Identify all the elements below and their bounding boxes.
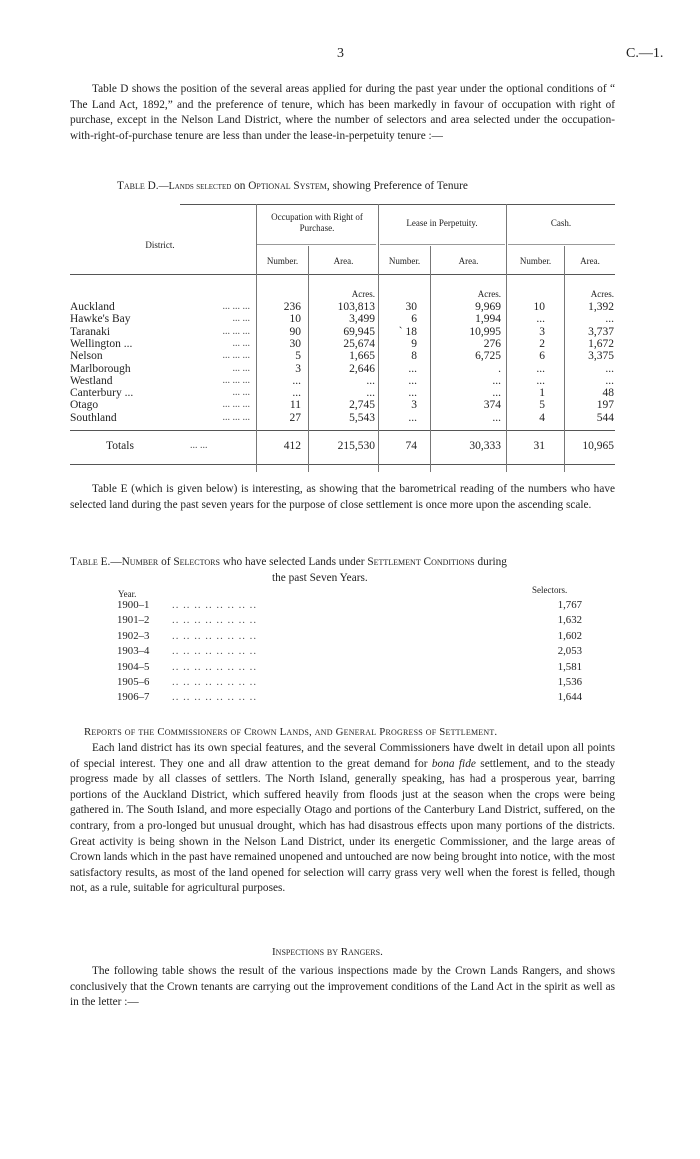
table-cell-lip-n: 9 bbox=[411, 337, 417, 350]
inspections-paragraph-text: The following table shows the result of the various inspections made by the Crown Lands Rangers, and shows conclusively that the Crown tenants are carrying out the improvement conditions of the Land Act in the spirit as well as in the letter :— bbox=[70, 965, 615, 1009]
table-cell-lip-a: 1,994 bbox=[475, 313, 501, 326]
table-cell-orp-n: ... bbox=[292, 374, 301, 387]
district-name: Marlborough bbox=[70, 362, 131, 375]
table-e-caption-part: Settlement Conditions bbox=[367, 556, 475, 568]
inspections-heading-text: Inspections by Rangers. bbox=[272, 946, 383, 958]
table-e bbox=[112, 599, 582, 707]
table-cell-orp-n: 11 bbox=[289, 399, 301, 412]
leader-dots: ... ... ... bbox=[222, 411, 250, 423]
district-name: Canterbury ... bbox=[70, 387, 134, 400]
table-d bbox=[70, 204, 615, 472]
table-cell-lip-a: 374 bbox=[483, 399, 501, 412]
intro-paragraph-text: Table D shows the position of the several areas applied for during the past year under the optional conditions of “ The Land Act, 1892,” and the preference of tenure, which has been markedly in favour of occupation with right of purchase, except in the Nelson Land District, where the number of selectors and area selected under the occupation-with-right-of-purchase tenure are less than under the lease-in-perpetuity tenure :— bbox=[70, 83, 615, 142]
leader-dots: .. .. .. .. .. .. .. .. bbox=[172, 645, 258, 658]
table-rule bbox=[508, 244, 615, 245]
leader-dots: ... ... bbox=[232, 362, 250, 374]
table-cell-orp-n: 30 bbox=[289, 337, 301, 350]
totals-cash-area: 10,965 bbox=[582, 440, 614, 452]
district-name: Taranaki bbox=[70, 325, 111, 338]
table-cell-orp-a: ... bbox=[366, 374, 375, 387]
table-cell-lip-n: ... bbox=[408, 411, 417, 424]
table-cell-orp-a: 2,745 bbox=[349, 399, 375, 412]
table-cell-cash-n: 4 bbox=[539, 411, 545, 424]
sub-header-area: Area. bbox=[333, 256, 354, 266]
selectors-cell: 1,602 bbox=[557, 629, 582, 642]
table-cell-orp-n: ... bbox=[292, 387, 301, 400]
table-cell-cash-n: 5 bbox=[539, 399, 545, 412]
table-row bbox=[112, 614, 582, 629]
table-e-caption bbox=[70, 556, 615, 568]
table-cell-cash-a: 3,375 bbox=[588, 350, 614, 363]
table-cell-cash-a: ... bbox=[605, 362, 614, 375]
table-cell-cash-a: ... bbox=[605, 374, 614, 387]
table-rule bbox=[70, 430, 615, 431]
year-cell: 1904–5 bbox=[117, 660, 150, 673]
leader-dots: .. .. .. .. .. .. .. .. bbox=[172, 599, 258, 611]
table-d-label: Table D. bbox=[117, 180, 159, 192]
table-cell-lip-n: 8 bbox=[411, 350, 417, 363]
year-header: Year. bbox=[118, 589, 137, 599]
leader-dots: .. .. .. .. .. .. .. .. bbox=[172, 675, 258, 688]
table-d-caption-on: on bbox=[231, 180, 249, 192]
table-row bbox=[112, 645, 582, 660]
totals-leader-dots: ... ... bbox=[190, 440, 208, 451]
table-cell-cash-a: 544 bbox=[596, 411, 614, 424]
units-label: Acres. bbox=[477, 289, 501, 299]
district-name: Otago bbox=[70, 399, 99, 412]
district-name: Nelson bbox=[70, 350, 103, 363]
table-cell-orp-a: ... bbox=[366, 387, 375, 400]
table-d-caption-system: Optional System, bbox=[248, 180, 330, 192]
table-cell-orp-a: 69,945 bbox=[343, 325, 375, 338]
table-cell-orp-n: 236 bbox=[283, 301, 301, 313]
table-cell-cash-a: 1,392 bbox=[588, 301, 614, 313]
table-cell-orp-a: 3,499 bbox=[349, 313, 375, 326]
leader-dots: ... ... bbox=[232, 313, 250, 325]
table-cell-orp-n: 3 bbox=[295, 362, 301, 375]
table-e-caption-line2: the past Seven Years. bbox=[272, 572, 368, 584]
totals-lip-number: 74 bbox=[405, 440, 417, 452]
table-cell-cash-a: ... bbox=[605, 313, 614, 326]
sub-header-number: Number. bbox=[388, 256, 421, 266]
intro-paragraph bbox=[70, 82, 615, 144]
table-cell-cash-a: 197 bbox=[596, 399, 614, 412]
reports-paragraph-text: Each land district has its own special features, and the several Commissioners have dwelt in detail upon all points of special interest. They one and all draw attention to the great demand for bbox=[70, 742, 615, 770]
table-cell-lip-a: ... bbox=[492, 411, 501, 424]
table-d-caption-rest: showing Preference of Tenure bbox=[329, 180, 468, 192]
year-cell: 1901–2 bbox=[117, 614, 150, 627]
units-label: Acres. bbox=[590, 289, 614, 299]
leader-dots: ... ... ... bbox=[222, 374, 250, 386]
leader-dots: ... ... ... bbox=[222, 399, 250, 411]
district-name: Auckland bbox=[70, 301, 115, 313]
table-cell-orp-n: 10 bbox=[289, 313, 301, 326]
table-cell-cash-n: 10 bbox=[533, 301, 545, 313]
selectors-cell: 1,632 bbox=[557, 614, 582, 627]
year-cell: 1906–7 bbox=[117, 691, 150, 704]
table-row bbox=[112, 676, 582, 691]
year-cell: 1903–4 bbox=[117, 645, 150, 658]
table-row bbox=[112, 599, 582, 614]
selectors-cell: 1,767 bbox=[557, 599, 582, 611]
table-cell-orp-a: 25,674 bbox=[343, 337, 375, 350]
selectors-cell: 1,536 bbox=[557, 675, 582, 688]
totals-cash-number: 31 bbox=[533, 440, 545, 452]
table-cell-lip-a: ... bbox=[492, 374, 501, 387]
sub-header-number: Number. bbox=[266, 256, 299, 266]
leader-dots: .. .. .. .. .. .. .. .. bbox=[172, 629, 258, 642]
district-name: Wellington ... bbox=[70, 337, 133, 350]
leader-dots: ... ... ... bbox=[222, 325, 250, 337]
table-e-caption-part: during bbox=[474, 556, 507, 568]
reports-paragraph bbox=[70, 741, 615, 897]
table-cell-orp-a: 103,813 bbox=[337, 301, 375, 313]
inspections-heading bbox=[272, 946, 383, 958]
table-cell-orp-a: 2,646 bbox=[349, 362, 375, 375]
totals-lip-area: 30,333 bbox=[469, 440, 501, 452]
table-cell-cash-n: ... bbox=[536, 374, 545, 387]
table-e-caption-part: —Number bbox=[110, 556, 159, 568]
table-cell-lip-a: 9,969 bbox=[475, 301, 501, 313]
leader-dots: ... ... ... bbox=[222, 301, 250, 312]
selectors-cell: 1,644 bbox=[557, 691, 582, 704]
table-cell-cash-n: 2 bbox=[539, 337, 545, 350]
table-row bbox=[112, 630, 582, 645]
sub-header-area: Area. bbox=[458, 256, 479, 266]
table-cell-lip-a: 276 bbox=[483, 337, 501, 350]
table-cell-cash-n: 1 bbox=[539, 387, 545, 400]
table-cell-cash-a: 1,672 bbox=[588, 337, 614, 350]
selectors-cell: 1,581 bbox=[557, 660, 582, 673]
table-cell-lip-n: ... bbox=[408, 374, 417, 387]
table-cell-lip-a: 10,995 bbox=[469, 325, 501, 338]
table-cell-orp-n: 5 bbox=[295, 350, 301, 363]
reports-heading-text: Reports of the Commissioners of Crown Lands, and General Progress of Settlement. bbox=[84, 726, 498, 738]
reports-paragraph-text: settlement, and to the steady progress made by all classes of settlers. The North Island, generally speaking, has had a prosperous year, barring portions of the Auckland District, which suffered heavily from floods just at the season when the crops were being gathered in. The South Island, and more especially Otago and portions of the Canterbury Land District, suffered, on the contrary, from a pro-longed but unusual drought, which has had disastrous effects upon many portions of the districts. Great activity is being shown in the Nelson Land District, under its energetic Commissioner, and the large areas of Crown lands which in the past have remained unopened and untouched are now being brought into notice, with the most satisfactory results, as most of the land opened for selection will carry grass very well when the forest is felled, though not, as a rule, suitable for agricultural purposes. bbox=[70, 757, 616, 895]
table-cell-lip-n: ` 18 bbox=[398, 325, 417, 338]
reports-heading bbox=[84, 726, 497, 738]
inspections-paragraph bbox=[70, 964, 615, 1011]
table-cell-lip-a: . bbox=[498, 362, 501, 375]
table-e-intro-text: Table E (which is given below) is interesting, as showing that the barometrical reading of the numbers who have selected land during the past seven years for the purpose of close settlement is once more upon the ascending scale. bbox=[70, 483, 615, 511]
totals-orp-number: 412 bbox=[283, 440, 301, 452]
table-cell-orp-a: 1,665 bbox=[349, 350, 375, 363]
leader-dots: ... ... ... bbox=[222, 350, 250, 362]
leader-dots: .. .. .. .. .. .. .. .. bbox=[172, 660, 258, 673]
district-header: District. bbox=[145, 240, 175, 250]
table-e-caption-part: who have selected Lands under bbox=[219, 556, 368, 568]
year-cell: 1900–1 bbox=[117, 599, 150, 611]
district-name: Hawke's Bay bbox=[70, 313, 131, 326]
reports-paragraph-italic: bona fide bbox=[431, 757, 476, 770]
leader-dots: ... ... bbox=[232, 337, 250, 349]
orp-header: Occupation with Right of Purchase. bbox=[271, 212, 363, 233]
document-reference: C.—1. bbox=[626, 46, 664, 61]
table-cell-lip-n: ... bbox=[408, 362, 417, 375]
leader-dots: ... ... bbox=[232, 387, 250, 399]
table-cell-lip-a: 6,725 bbox=[475, 350, 501, 363]
selectors-header: Selectors. bbox=[532, 585, 568, 595]
table-e-label: Table E. bbox=[70, 556, 111, 568]
page-number: 3 bbox=[337, 46, 344, 61]
cash-header: Cash. bbox=[550, 218, 572, 228]
year-cell: 1905–6 bbox=[117, 675, 150, 688]
year-cell: 1902–3 bbox=[117, 629, 150, 642]
table-rule bbox=[70, 274, 615, 275]
table-cell-cash-n: 3 bbox=[539, 325, 545, 338]
table-cell-cash-a: 3,737 bbox=[588, 325, 614, 338]
table-rule bbox=[180, 204, 615, 205]
district-name: Southland bbox=[70, 411, 117, 424]
totals-label: Totals bbox=[106, 440, 134, 452]
table-cell-orp-n: 27 bbox=[289, 411, 301, 424]
table-d-caption bbox=[117, 180, 468, 192]
table-e-intro bbox=[70, 482, 615, 513]
table-rule bbox=[70, 464, 615, 465]
table-cell-lip-n: ... bbox=[408, 387, 417, 400]
sub-header-area: Area. bbox=[580, 256, 600, 266]
leader-dots: .. .. .. .. .. .. .. .. bbox=[172, 691, 258, 704]
selectors-cell: 2,053 bbox=[557, 645, 582, 658]
table-cell-lip-a: ... bbox=[492, 387, 501, 400]
table-cell-cash-n: 6 bbox=[539, 350, 545, 363]
table-cell-orp-n: 90 bbox=[289, 325, 301, 338]
table-e-caption-part: of bbox=[158, 556, 174, 568]
table-cell-orp-a: 5,543 bbox=[349, 411, 375, 424]
table-rule bbox=[380, 244, 505, 245]
table-row bbox=[112, 661, 582, 676]
table-cell-lip-n: 3 bbox=[411, 399, 417, 412]
table-cell-cash-a: 48 bbox=[602, 387, 614, 400]
district-name: Westland bbox=[70, 374, 113, 387]
table-cell-lip-n: 30 bbox=[405, 301, 417, 313]
units-label: Acres. bbox=[351, 289, 375, 299]
table-cell-cash-n: ... bbox=[536, 313, 545, 326]
totals-orp-area: 215,530 bbox=[337, 440, 375, 452]
sub-header-number: Number. bbox=[519, 256, 552, 266]
table-rule bbox=[256, 244, 376, 245]
table-cell-lip-n: 6 bbox=[411, 313, 417, 326]
table-cell-cash-n: ... bbox=[536, 362, 545, 375]
leader-dots: .. .. .. .. .. .. .. .. bbox=[172, 614, 258, 627]
table-e-caption-part: Selectors bbox=[173, 556, 220, 568]
table-row bbox=[112, 691, 582, 706]
table-d-caption-part: —Lands selected bbox=[158, 181, 232, 192]
lip-header: Lease in Perpetuity. bbox=[406, 218, 478, 228]
